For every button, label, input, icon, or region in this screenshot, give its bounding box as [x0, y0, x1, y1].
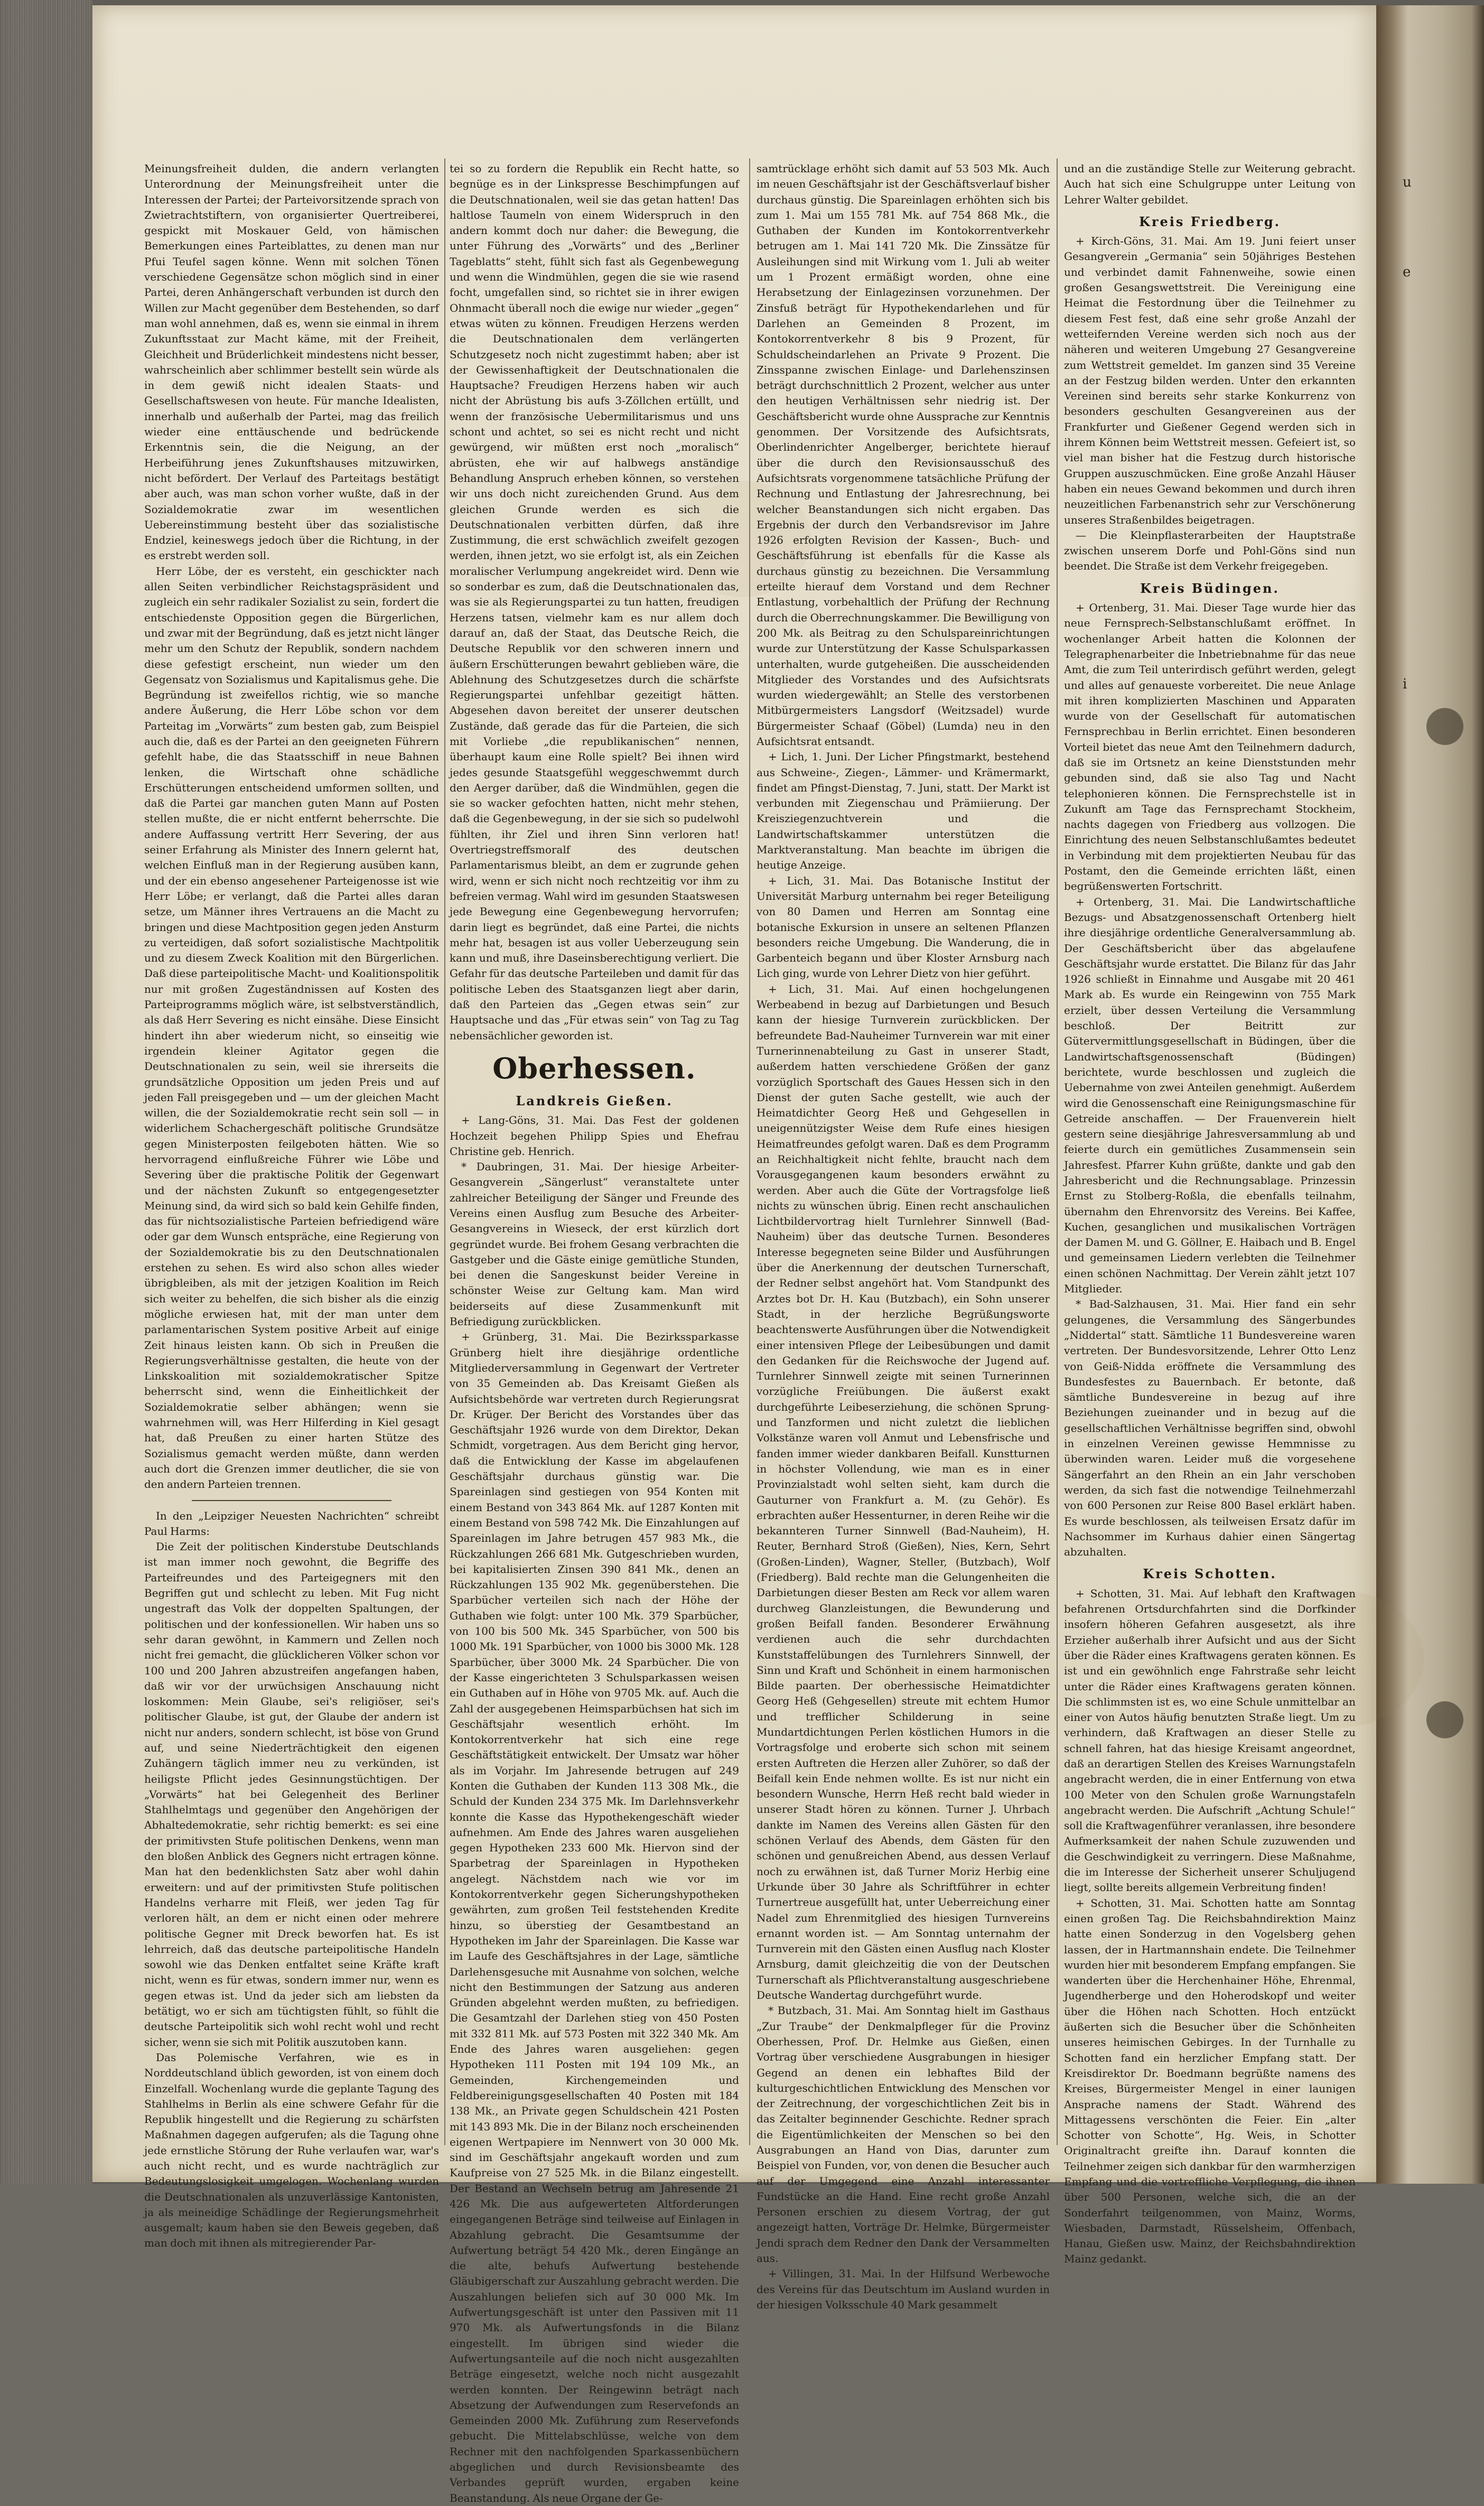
section-heading: Oberhessen. — [492, 1051, 696, 1085]
strip-mark: i — [1403, 676, 1407, 692]
news-item: + Lang-Göns, 31. Mai. Das Fest der goldenen Hochzeit begehen Philipp Spies und Ehefrau Christine geb. Henrich. — [450, 1114, 739, 1158]
article-paragraph: In den „Leipziger Neuesten Nachrichten“ schreibt Paul Harms: — [144, 1509, 439, 1538]
district-heading: Kreis Friedberg. — [1138, 213, 1281, 229]
article-paragraph: Meinungsfreiheit dulden, die andern verlangten Unterordnung der Meinungsfreiheit unter die Interessen der Partei; der Parteivorsitzende sprach von Zwietrachtstiftern, von organisierter Quertreiberei, gespickt mit Moskauer Geld, von hämischen Bemerkungen eines Parteiblattes, zu denen man nur Pfui Teufel sagen könne. Wenn mit solchen Tönen verschiedene Gegensätze schon möglich sind in einer Partei, deren Anhängerschaft verbunden ist durch den Willen zur Macht gegenüber dem Bestehenden, so darf man wohl annehmen, daß es, wenn sie einmal in ihrem Zukunftsstaat zur Macht käme, mit der Freiheit, Gleichheit und Brüderlichkeit mindestens nicht besser, wahrscheinlich aber schlimmer bestellt sein würde als in dem gewiß nicht idealen Staats- und Gesellschaftswesen von heute. Für manche Idealisten, innerhalb und außerhalb der Partei, mag das freilich wieder eine enttäuschende und bedrückende Erkenntnis sein, die die Neigung, an der Herbeiführung jenes Zukunftshauses mitzuwirken, nicht befördert. Der Verlauf des Parteitags bestätigt aber auch, was man schon vorher wußte, daß in der Sozialdemokratie zwar im wesentlichen Uebereinstimmung besteht über das sozialistische Endziel, keineswegs jedoch über die Richtung, in der es erstrebt werden soll. — [144, 162, 439, 562]
column-rule — [1057, 159, 1058, 2145]
news-item: + Ortenberg, 31. Mai. Die Landwirtschaftliche Bezugs- und Absatzgenossenschaft Ortenberg hielt ihre diesjährige ordentliche Generalversammlung ab. Der Geschäftsbericht über das abgelaufene Geschäftsjahr wurde erstattet. Die Bilanz für das Jahr 1926 schließt in Einnahme und Ausgabe mit 20 461 Mark ab. Es wurde ein Reingewinn von 755 Mark erzielt, über dessen Verteilung die Versammlung beschloß. Der Beitritt zur Gütervermittlungsgesellschaft in Büdingen, über die Landwirtschaftsgenossenschaft (Büdingen) berichtete, wurde beschlossen und zugleich die Uebernahme von zwei Anteilen genehmigt. Außerdem wird die Genossenschaft eine Reinigungsmaschine für Getreide anschaffen. — Der Frauenverein hielt gestern seine diesjährige Jahresversammlung ab und feierte durch ein gemütliches Zusammensein sein Jahresfest. Pfarrer Kuhn grüßte, dankte und gab den Jahresbericht und die Rechnungsablage. Prinzessin Ernst zu Stolberg-Roßla, die ebenfalls teilnahm, übernahm den Ehrenvorsitz des Vereins. Bei Kaffee, Kuchen, gesanglichen und musikalischen Vorträgen der Damen M. und G. Göllner, E. Haibach und B. Engel und gemeinsamen Liedern verlebten die Teilnehmer einen schönen Nachmittag. Der Verein zählt jetzt 107 Mitglieder. — [1064, 895, 1356, 1296]
news-item: + Lich, 31. Mai. Auf einen hochgelungenen Werbeabend in bezug auf Darbietungen und Besuch kann der hiesige Turnverein zurückblicken. Der befreundete Bad-Nauheimer Turnverein war mit einer Turnerinnenabteilung zu Gast in unserer Stadt, außerdem hatten verschiedene Größen der ganz vorzüglich Sportschaft des Gaues Hessen sich in den Dienst der guten Sache gestellt, wie auch der Heimatdichter Georg Heß und Gehgesellen in uneigennützigster Weise dem Rufe eines hiesigen Heimatfreundes gefolgt waren. Daß es dem Programm an Reichhaltigkeit nicht fehlte, braucht nach dem Vorausgegangenen kaum besonders erwähnt zu werden. Aber auch die Güte der Vortragsfolge ließ nichts zu wünschen übrig. Einen recht anschaulichen Lichtbildervortrag hielt Turnlehrer Sinnwell (Bad-Nauheim) über das deutsche Turnen. Besonderes Interesse begegneten seine Bilder und Ausführungen über die Anerkennung der deutschen Turnerschaft, der Redner selbst angehört hat. Vom Standpunkt des Arztes bot Dr. H. Kau (Butzbach), ein Sohn unserer Stadt, in der herzliche Begrüßungsworte beachtenswerte Ausführungen über die Notwendigkeit einer intensiven Pflege der Leibesübungen und damit den Gedanken für die Reichswoche der Jugend auf. Turnlehrer Sinnwell zeigte mit seinen Turnerinnen vorzügliche Freiübungen. Die äußerst exakt durchgeführte Leibeserziehung, die schönen Sprung- und Tanzformen und nicht zuletzt die lieblichen Volkstänze waren voll Anmut und Lebensfrische und fanden immer wieder dankbaren Beifall. Kunstturnen in höchster Vollendung, wie man es in einer Provinzialstadt wohl selten sieht, kam durch die Gauturner von Frankfurt a. M. (zu Gehör). Es erbrachten außer Hessenturner, in deren Reihe wir die bekannteren Turner Sinnwell (Bad-Nauheim), H. Reuter, Bernhard Stroß (Gießen), Nies, Kern, Sehrt (Großen-Linden), Wagner, Steller, (Butzbach), Wolf (Friedberg). Bald rechte man die Gelungenheiten die Darbietungen dieser Besten am Reck vor allem waren durchweg Glanzleistungen, die Bewunderung und großen Beifall fanden. Besonderer Erwähnung verdienen auch die sehr durchdachten Kunststaffelübungen des Turnlehrers Sinnwell, der Sinn und Kraft und Schönheit in einem harmonischen Bilde paarten. Der oberhessische Heimatdichter Georg Heß (Gehgesellen) streute mit echtem Humor und trefflicher Schilderung in seine Mundartdichtungen Perlen köstlichen Humors in die Vortragsfolge und eroberte sich schon mit seinem ersten Auftreten die Herzen aller Zuhörer, so daß der Beifall kein Ende nehmen wollte. Es ist nur nicht ein besondern Wunsche, Herrn Heß recht bald wieder in unserer Stadt hören zu können. Turner J. Uhrbach dankte im Namen des Vereins allen Gästen für den schönen Verlauf des Abends, dem Gästen für den schönen und genußreichen Abend, aus dessen Verlauf noch zu erwähnen ist, daß Turner Moriz Herbig eine Urkunde über 30 Jahre als Schriftführer in echter Turnertreue ausgefüllt hat, unter Ueberreichung einer Nadel zum Ehrenmitglied des hiesigen Turnvereins ernannt worden ist. — Am Sonntag unternahm der Turnverein mit den Gästen einen Ausflug nach Kloster Arnsburg, damit gleichzeitig die von der Deutschen Turnerschaft als Pflichtveranstaltung ausgeschriebene Deutsche Wandertag durchgeführt wurde. — [757, 982, 1050, 2002]
news-item: + Schotten, 31. Mai. Auf lebhaft den Kraftwagen befahrenen Ortsdurchfahrten sind die Dorfkinder insofern höheren Gefahren ausgesetzt, als ihre Erzieher außerhalb ihrer Aufsicht und aus der Sicht über die Räder eines Kraftwagens geraten können. Es ist und ein gewöhnlich enge Fahrstraße sehr leicht unter die Räder eines Kraftwagens geraten können. Die schlimmsten ist es, wo eine Schule unmittelbar an einer von Autos häufig benutzten Straße liegt. Um zu verhindern, daß Kraftwagen an dieser Stelle zu schnell fahren, hat das hiesige Kreisamt angeordnet, daß an derartigen Stellen des Kreises Warnungstafeln angebracht werden, die in einer Entfernung von etwa 100 Meter von den Schulen große Warnungstafeln angebracht werden. Die Aufschrift „Achtung Schule!“ soll die Kraftwagenführer veranlassen, ihre besondere Aufmerksamkeit der nahen Schule zuzuwenden und die Geschwindigkeit zu verringern. Diese Maßnahme, die im Interesse der Sicherheit unserer Schuljugend liegt, sollte bereits allgemein Verbreitung finden! — [1064, 1587, 1356, 1894]
strip-mark: e — [1403, 264, 1411, 280]
news-item: + Ortenberg, 31. Mai. Dieser Tage wurde hier das neue Fernsprech-Selbstanschlußamt eröffnet. In wochenlanger Arbeit hatten die Kolonnen der Telegraphenarbeiter die Inbetriebnahme für das neue Amt, die zum Teil unterirdisch geführt werden, gelegt und alles auf genaueste vorbereitet. Die neue Anlage mit ihren komplizierten Maschinen und Apparaten wurde von der Gesellschaft für automatischen Fernsprechbau in Berlin errichtet. Einen besonderen Vorteil bietet das neue Amt den Teilnehmern dadurch, daß sie im Ortsnetz an keine Dienststunden mehr gebunden sind, daß sie also Tag und Nacht telephonieren können. Die Fernsprechstelle ist in Zukunft am Tage das Fernsprechamt Stockheim, nachts dagegen von Friedberg aus vollzogen. Die Einrichtung des neuen Selbstanschlußamtes bedeutet in Verbindung mit dem projektierten Neubau für das Postamt, den die Gemeinde errichten läßt, einen begrüßenswerten Fortschritt. — [1064, 601, 1356, 893]
news-item: + Grünberg, 31. Mai. Die Bezirkssparkasse Grünberg hielt ihre diesjährige ordentliche Mitgliederversammlung in Gegenwart der Vertreter von 35 Gemeinden ab. Das Kreisamt Gießen als Aufsichtsbehörde war vertreten durch Regierungsrat Dr. Krüger. Der Bericht des Vorstandes über das Geschäftsjahr 1926 wurde von dem Direktor, Dekan Schmidt, vorgetragen. Aus dem Bericht ging hervor, daß die Entwicklung der Kasse im abgelaufenen Geschäftsjahr durchaus günstig war. Die Spareinlagen sind gestiegen von 954 Konten mit einem Bestand von 343 864 Mk. auf 1287 Konten mit einem Bestand von 598 742 Mk. Die Einzahlungen auf Spareinlagen im Jahre betrugen 457 983 Mk., die Rückzahlungen 266 681 Mk. Gutgeschrieben wurden, bei kapitalisierten Zinsen 390 841 Mk., denen an Rückzahlungen 135 902 Mk. gegenüberstehen. Die Sparbücher verteilen sich nach der Höhe der Guthaben wie folgt: unter 100 Mk. 379 Sparbücher, von 100 bis 500 Mk. 345 Sparbücher, von 500 bis 1000 Mk. 191 Sparbücher, von 1000 bis 3000 Mk. 128 Sparbücher, über 3000 Mk. 24 Sparbücher. Die von der Kasse eingerichteten 3 Schulsparkassen weisen ein Guthaben auf in Höhe von 9705 Mk. auf. Auch die Zahl der ausgegebenen Heimsparbüchsen hat sich im Geschäftsjahr wesentlich erhöht. Im Kontokorrentverkehr hat sich eine rege Geschäftstätigkeit entwickelt. Der Umsatz war höher als im Vorjahr. Im Jahresende betrugen auf 249 Konten die Guthaben der Kunden 113 308 Mk., die Schuld der Kunden 234 375 Mk. Im Darlehnsverkehr konnte die Kasse das Hypothekengeschäft wieder aufnehmen. Am Ende des Jahres waren ausgeliehen gegen Hypotheken 233 600 Mk. Hiervon sind der Sparbetrag der Spareinlagen in Hypotheken angelegt. Nächstdem nach wie vor im Kontokorrentverkehr gegen Sicherungshypotheken gewährten, zum großen Teil feststehenden Kredite hinzu, so überstieg der Gesamtbestand an Hypotheken im Jahr der Spareinlagen. Die Kasse war im Laufe des Geschäftsjahres in der Lage, sämtliche Darlehensgesuche mit Ausnahme von solchen, welche nicht den Bestimmungen der Satzung aus anderen Gründen abgelehnt werden mußten, zu befriedigen. Die Gesamtzahl der Darlehen stieg von 450 Posten mit 332 811 Mk. auf 573 Posten mit 322 340 Mk. Am Ende des Jahres waren ausgeliehen: gegen Hypotheken 111 Posten mit 194 109 Mk., an Gemeinden, Kirchengemeinden und Feldbereinigungsgesellschaften 40 Posten mit 184 138 Mk., an Private gegen Schuldschein 421 Posten mit 143 893 Mk. Die in der Bilanz noch erscheinenden eigenen Wertpapiere im Nennwert von 30 000 Mk. sind im Geschäftsjahr angekauft worden und zum Kaufpreise von 27 525 Mk. in die Bilanz eingestellt. Der Bestand an Wechseln betrug am Jahresende 21 426 Mk. Die aus aufgewerteten Altforderungen eingegangenen Beträge sind teilweise auf Einlagen in Abzahlung gebracht. Die Gesamtsumme der Aufwertung beträgt 54 420 Mk., deren Eingänge an die alte, behufs Aufwertung bestehende Gläubigerschaft zur Auszahlung gebracht werden. Die Auszahlungen beliefen sich auf 30 000 Mk. Im Aufwertungsgeschäft ist unter den Passiven mit 11 970 Mk. als Aufwertungsfonds in die Bilanz eingestellt. Im übrigen sind wieder die Aufwertungsanteile auf die noch nicht ausgezahlten Beträge eingesetzt, welche noch nicht ausgezahlt werden konnten. Der Reingewinn beträgt nach Absetzung der Aufwendungen zum Reservefonds an Gemeinden 2000 Mk. Zuführung zum Reservefonds gebucht. Die Mittelabschlüsse, welche von dem Rechner mit den nachfolgenden Sparkassenbüchern abgeglichen und durch Revisionsbeamte des Verbandes geprüft wurden, ergaben keine Beanstandung. Als neue Organe der Ge- — [450, 1330, 739, 2504]
news-item: + Schotten, 31. Mai. Schotten hatte am Sonntag einen großen Tag. Die Reichsbahndirektion Mainz hatte einen Sonderzug in den Vogelsberg gehen lassen, der in Hartmannshain endete. Die Teilnehmer wurden hier mit besonderem Empfang empfangen. Sie wanderten über die Herchenhainer Höhe, Ehrenmal, Jugendherberge und den Hoherodskopf und weiter über die Höhen nach Schotten. Hoch entzückt äußerten sich die Besucher über die Schönheiten unseres heimischen Gebirges. In der Turnhalle zu Schotten fand ein herzlicher Empfang statt. Der Kreisdirektor Dr. Boedmann begrüßte namens des Kreises, Bürgermeister Mengel in einer launigen Ansprache namens der Stadt. Während des Mittagessens verschönten die Feier. Ein „alter Schotter von Schotte“, Hg. Weis, in Schotter Originaltracht greifte ihn. Darauf konnten die Teilnehmer zeigen sich dankbar für den warmherzigen Empfang und die vortreffliche Verpflegung, die ihnen über 500 Personen, welche sich, die an der Sonderfahrt teilgenommen, von Mainz, Worms, Wiesbaden, Darmstadt, Rüsselsheim, Offenbach, Hanau, Gießen usw. Mainz, der Reichsbahndirektion Mainz gedankt. — [1064, 1896, 1356, 2266]
news-item: + Lich, 1. Juni. Der Licher Pfingstmarkt, bestehend aus Schweine-, Ziegen-, Lämmer- und Krämermarkt, findet am Pfingst-Dienstag, 7. Juni, statt. Der Markt ist verbunden mit Ziegenschau und Prämiierung. Der Kreisziegenzuchtverein und die Landwirtschaftskammer unterstützen die Marktveranstaltung. Man beachte im übrigen die heutige Anzeige. — [757, 750, 1050, 872]
column-rule — [444, 159, 445, 2145]
strip-mark: u — [1403, 174, 1412, 190]
news-item: samtrücklage erhöht sich damit auf 53 503 Mk. Auch im neuen Geschäftsjahr ist der Geschäftsverlauf bisher durchaus günstig. Die Spareinlagen erhöhten sich bis zum 1. Mai um 155 781 Mk. auf 754 868 Mk., die Guthaben der Kunden im Kontokorrentverkehr betrugen am 1. Mai 141 720 Mk. Die Zinssätze für Ausleihungen sind mit Wirkung vom 1. Juli ab weiter um 1 Prozent ermäßigt worden, ohne eine Herabsetzung der Einlagezinsen vorzunehmen. Der Zinsfuß beträgt für Hypothekendarlehen und für Darlehen an Gemeinden 8 Prozent, im Kontokorrentverkehr 8 bis 9 Prozent, für Schuldscheindarlehen an Private 9 Prozent. Die Zinsspanne zwischen Einlage- und Darlehenszinsen beträgt durchschnittlich 2 Prozent, welcher aus unter den heutigen Verhältnissen sehr niedrig ist. Der Geschäftsbericht wurde ohne Aussprache zur Kenntnis genommen. Der Vorsitzende des Aufsichtsrats, Oberlindenrichter Angelberger, berichtete hierauf über die durch den Revisionsausschuß des Aufsichtsrats vorgenommene tatsächliche Prüfung der Rechnung und Entlastung der Jahresrechnung, bei welcher Beanstandungen sich nicht ergaben. Das Ergebnis der durch den Verbandsrevisor im Jahre 1926 erfolgten Revision der Kassen-, Buch- und Geschäftsführung ist ebenfalls für die Kasse als durchaus günstig zu bezeichnen. Die Versammlung erteilte hierauf dem Vorstand und dem Rechner Entlastung, vorbehaltlich der Prüfung der Rechnung durch die Oberrechnungskammer. Die Bewilligung von 200 Mk. als Beitrag zu den Schulspareinrichtungen wurde zur Unterstützung der Kasse Schulsparkassen unterhalten, wurde gutgeheißen. Die ausscheidenden Mitglieder des Vorstandes und des Aufsichtsrats wurden wiedergewählt; an Stelle des verstorbenen Mitbürgermeisters Langsdorf (Weitzsadel) wurde Bürgermeister Schaaf (Göbel) (Lumda) neu in den Aufsichtsrat entsandt. — [757, 162, 1050, 748]
news-item: — Die Kleinpflasterarbeiten der Hauptstraße zwischen unserem Dorfe und Pohl-Göns sind nun beendet. Die Straße ist dem Verkehr freigegeben. — [1064, 528, 1356, 573]
news-item: * Daubringen, 31. Mai. Der hiesige Arbeiter-Gesangverein „Sängerlust“ veranstaltete unter zahlreicher Beteiligung der Sänger und Freunde des Vereins einen Ausflug zum Besuche des Arbeiter-Gesangvereins in Wieseck, der erst kürzlich dort gegründet wurde. Bei frohem Gesang verbrachten die Gastgeber und die Gäste einige gemütliche Stunden, bei denen die Sangeskunst beider Vereine in schönster Weise zur Geltung kam. Man wird beiderseits auf diese Zusammenkunft mit Befriedigung zurückblicken. — [450, 1160, 739, 1328]
district-heading: Kreis Schotten. — [1143, 1566, 1277, 1582]
left-page-edge — [0, 0, 92, 2184]
article-paragraph: Das Polemische Verfahren, wie es in Norddeutschland üblich geworden, ist von einem doch Einzelfall. Wochenlang wurde die geplante Tagung des Stahlhelms in Berlin als eine schwere Gefahr für die Republik hingestellt und die Regierung zu schärfsten Maßnahmen dagegen aufgerufen; als die Tagung ohne jede ernstliche Störung der Ruhe verlaufen war, war's auch nicht recht, und es wurde nachträglich zur Bedeutungslosigkeit umgelogen. Wochenlang wurden die Deutschnationalen als unzuverlässige Kantonisten, ja als meineidige Schädlinge der Regierungsmehrheit ausgemalt; kaum haben sie den Beweis gegeben, daß man doch mit ihnen als mitregierender Par- — [144, 2051, 439, 2250]
binding-hole — [1426, 708, 1463, 745]
column-4 — [1064, 161, 1356, 2266]
column-rule — [749, 159, 750, 2145]
district-heading: Landkreis Gießen. — [516, 1093, 673, 1108]
column-2 — [450, 161, 739, 2504]
column-3 — [757, 161, 1050, 2311]
news-item: und an die zuständige Stelle zur Weiterung gebracht. Auch hat sich eine Schulgruppe unter Leitung von Lehrer Walter gebildet. — [1064, 162, 1356, 206]
column-1 — [144, 161, 439, 2250]
article-paragraph: Die Zeit der politischen Kinderstube Deutschlands ist man immer noch gewohnt, die Begriffe des Parteifreundes und des Parteigegners mit den Begriffen gut und schlecht zu leben. Mit Fug nicht ungestraft das Volk der doppelten Spaltungen, der politischen und der konfessionellen. Wir haben uns so sehr daran gewöhnt, in Kammern und Zellen noch nicht frei gemacht, die glücklicheren Völker schon vor 100 und 200 Jahren abzustreifen angefangen haben, daß wir vor der urwüchsigen Anschauung nicht loskommen: Mein Glaube, sei's religiöser, sei's politischer Glaube, ist gut, der Glaube der andern ist nicht nur anders, sondern schlecht, ist böse von Grund auf, und seine Niederträchtigkeit den eigenen Zuhängern täglich immer neu zu verkünden, ist heiligste Pflicht jedes Gesinnungstüchtigen. Der „Vorwärts“ hat bei Gelegenheit des Berliner Stahlhelmtags und gegenüber den Angehörigen der Abhaltedemokratie, sehr richtig bemerkt: es sei eine der primitivsten Stufe politischen Denkens, wenn man den bloßen Anblick des Gegners nicht ertragen könne. Man hat den bedenklichsten Satz aber wohl dahin erweitern: und auf der primitivsten Stufe politischen Handelns verharre mit Fleiß, wer jeden Tag für verloren hält, an dem er nicht einen oder mehrere politische Gegner mit Dreck beworfen hat. Es ist lehrreich, daß das deutsche parteipolitische Handeln sowohl wie das Denken entfaltet seine Kräfte kraft nicht, wenn es für etwas, sondern immer nur, wenn es gegen etwas ist. Und da jeder sich am liebsten da betätigt, wo er sich am tüchtigsten fühlt, so fühlt die deutsche Parteipolitik sich wohl recht wohl und recht sicher, wenn sie sich mit Politik auszutoben kann. — [144, 1540, 439, 2048]
news-item: + Villingen, 31. Mai. In der Hilfsund Werbewoche des Vereins für das Deutschtum im Ausland wurden in der hiesigen Volksschule 40 Mark gesammelt — [757, 2267, 1050, 2311]
article-paragraph: tei so zu fordern die Republik ein Recht hatte, so begnüge es in der Linkspresse Beschimpfungen auf die Deutschnationalen, weil sie das getan hatten! Das haltlose Taumeln von einem Widerspruch in den andern kommt doch nur daher: die Bewegung, die unter Führung des „Vorwärts“ und des „Berliner Tageblatts“ steht, fühlt sich fast als Gegenbewegung und wenn die Windmühlen, gegen die sie wie rasend focht, umgefallen sind, so richtet sie in ihrer ewigen Ohnmacht überall noch die ewige nur wieder „gegen“ etwas wüten zu können. Freudigen Herzens werden die Deutschnationalen dem verlängerten Schutzgesetz noch nicht zugestimmt haben; aber ist der Gewissenhaftigkeit der Deutschnationalen die Hauptsache? Freudigen Herzens haben wir auch nicht der Abrüstung bis aufs 3-Zöllchen ertüllt, und wenn der französische Uebermilitarismus und uns schont und achtet, so sei es nicht recht und nicht gewürgend, wir müßten erst noch „moralisch“ abrüsten, ehe wir auf halbwegs anständige Behandlung Anspruch erheben können, so verstehen wir uns doch nicht zureichenden Grund. Aus dem gleichen Grunde werden es sich die Deutschnationalen verbitten dürfen, daß ihre Zustimmung, die erst schwächlich zweifelt gezogen werden, ihnen jetzt, wo sie erfolgt ist, als ein Zeichen moralischer Verlumpung angekreidet wird. Denn wie so sonderbar es zum, daß die Deutschnationalen das, was sie als Regierungspartei zu tun hatten, freudigen Herzens tatsen, vielmehr kam es nur allem doch darauf an, daß der Staat, das Deutsche Reich, die Deutsche Republik vor den schweren innern und äußern Erschütterungen bewahrt geblieben wäre, die Ablehnung des Schutzgesetzes durch die schärfste Regierungspartei unfehlbar gezeitigt hätten. Abgesehen davon bereitet der unserer deutschen Zustände, daß gerade das für die Parteien, die sich mit Vorliebe „die republikanischen“ nennen, überhaupt kaum eine Rolle spielt? Bei ihnen wird jedes gesunde Staatsgefühl weggeschwemmt durch den Aerger darüber, daß die Windmühlen, gegen die sie so wacker gefochten hatten, nicht mehr stehen, daß die Gegenbewegung, in der sie sich so pudelwohl fühlten, ihr Ziel und ihren Sinn verloren hat! Overtriegstreffsmoralf des deutschen Parlamentarismus bleibt, an dem er zugrunde gehen wird, wenn er sich nicht noch rechtzeitig vor ihm zu befreien vermag. Wahl wird im gesunden Staatswesen jede Bewegung eine Gegenbewegung hervorrufen; darin liegt es begründet, daß eine Partei, die nichts mehr hat, besagen ist aus voller Ueberzeugung sein kann und muß, ihre Daseinsberechtigung verliert. Die Gefahr für das deutsche Parteileben und damit für das politische Leben des Staatsganzen liegt aber darin, daß den Parteien das „Gegen etwas sein“ zur Hauptsache und das „Für etwas sein“ von Tag zu Tag nebensächlicher geworden ist. — [450, 162, 739, 1042]
news-item: * Bad-Salzhausen, 31. Mai. Hier fand ein sehr gelungenes, die Versammlung des Sängerbundes „Niddertal“ statt. Sämtliche 11 Bundesvereine waren vertreten. Der Bundesvorsitzende, Lehrer Otto Lenz von Geiß-Nidda eröffnete die Versammlung des Bundesfestes zu Bauernbach. Er betonte, daß sämtliche Bundesvereine in bezug auf ihre Beziehungen zueinander und in bezug auf die gesellschaftlichen Verhältnisse begriffen sind, obwohl in einzelnen Vereinen gewisse Hemmnisse zu überwinden waren. Leider muß die vorgesehene Sängerfahrt an den Rhein an ein Jahr verschoben werden, da sich fast die notwendige Teilnehmerzahl von 600 Personen zur Reise 800 Basel erklärt haben. Es wurde beschlossen, als teilweisen Ersatz dafür im Nachsommer im Kurhaus dahier einen Sängertag abzuhalten. — [1064, 1298, 1356, 1559]
news-item: + Kirch-Göns, 31. Mai. Am 19. Juni feiert unser Gesangverein „Germania“ sein 50jähriges Bestehen und verbindet damit Fahnenweihe, sowie einen großen Gesangswettstreit. Die Vereinigung eine Heimat die Festordnung über die Teilnehmer zu diesem Fest fest, daß eine sehr große Anzahl der wetteifernden Vereine werden sich noch aus der näheren und weiteren Umgebung 27 Gesangvereine zum Wettstreit gemeldet. Im ganzen sind 35 Vereine an der Festzug bilden werden. Unter den erkannten Vereinen sind bereits sehr starke Konkurrenz von besonders geschulten Gesangvereinen aus der Frankfurter und Gießener Gegend werden sich in ihrem Können beim Wettstreit messen. Gefeiert ist, so viel man bisher hat die Festzug durch historische Gruppen auszuschmücken. Eine große Anzahl Häuser haben ein neues Gewand bekommen und durch ihren neuzeitlichen Farbenanstrich sehr zur Verschönerung unseres Straßenbildes beigetragen. — [1064, 235, 1356, 526]
district-heading: Kreis Büdingen. — [1140, 580, 1280, 596]
right-page-strip — [1376, 5, 1484, 2184]
article-paragraph: Herr Löbe, der es versteht, ein geschickter nach allen Seiten verbindlicher Reichstagspräsident und zugleich ein sehr radikaler Sozialist zu sein, fordert die entschiedenste Opposition gegen die Bürgerlichen, und zwar mit der Begründung, daß es jetzt nicht länger mehr um den Schutz der Republik, sondern nachdem diese gefestigt erscheint, nun wieder um den Gegensatz von Sozialismus und Kapitalismus gehe. Die Begründung ist zweifellos richtig, wie so manche andere Äußerung, die Herr Löbe schon vor dem Parteitag im „Vorwärts“ zum besten gab, zum Beispiel auch die, daß es der Partei an den geeigneten Führern gefehlt habe, die das Staatsschiff in neue Bahnen lenken, die Wirtschaft ohne schädliche Erschütterungen entscheidend umformen sollten, und daß die Partei gar manchen guten Mann auf Posten stellen mußte, die er nicht entfernt beherrschte. Die andere Auffassung vertritt Herr Severing, der aus seiner Erfahrung als Minister des Innern gelernt hat, welchen Einfluß man in der Regierung ausüben kann, und der ein ebenso angesehener Parteigenosse ist wie Herr Löbe; er verlangt, daß die Partei alles daran setze, um Männer ihres Vertrauens an die Macht zu bringen und diese Machtposition gegen jeden Ansturm zu verteidigen, daß sofort sozialistische Machtpolitik und zu diesem Zweck Koalition mit den Bürgerlichen. Daß diese parteipolitische Macht- und Koalitionspolitik nur mit großen Zugeständnissen auf Kosten des Parteiprogramms möglich wäre, ist selbstverständlich, als daß Herr Severing es nicht einsähe. Diese Einsicht hindert ihn aber wiederum nicht, so einseitig wie irgendein kleiner Agitator gegen die Deutschnationalen zu sein, weil sie ihrerseits die grundsätzliche Opposition um jeden Preis und auf jeden Fall preisgegeben und — um der gleichen Macht willen, die der Sozialdemokratie recht sein soll — in widerlichem Schachergeschäft politische Grundsätze gegen Ministerposten feilgeboten hätten. Wie so hervorragend einflußreiche Führer wie Löbe und Severing über die praktische Politik der Gegenwart und der nächsten Zukunft so entgegengesetzter Meinung sind, da wird sich so bald kein Gehilfe finden, das für nichtsozialistische Parteien befriedigend wäre oder gar dem Wunsch entspräche, eine Regierung von der Sozialdemokratie bis zu den Deutschnationalen erstehen zu sehen. Es wird also schon alles wieder übrigbleiben, als mit der jetzigen Koalition im Reich sich weiter zu behelfen, die sich bisher als die einzig mögliche erwiesen hat, mit der man unter dem parlamentarischen System positive Arbeit auf einige Zeit hinaus leisten kann. Ob sich in Preußen die Regierungsverhältnisse gestalten, die heute von der Linkskoalition mit sozialdemokratischer Spitze beherrscht sind, wenn die Einheitlichkeit der Sozialdemokratie selber abhängen; wenn sie wahrnehmen will, was Herr Hilferding in Kiel gesagt hat, daß Preußen zu einer harten Stütze des Sozialismus gemacht werden müßte, dann werden auch dort die Grenzen immer deutlicher, die sie von den andern Parteien trennen. — [144, 564, 439, 1491]
news-item: * Butzbach, 31. Mai. Am Sonntag hielt im Gasthaus „Zur Traube“ der Denkmalpfleger für die Provinz Oberhessen, Prof. Dr. Helmke aus Gießen, einen Vortrag über verschiedene Ausgrabungen in hiesiger Gegend an denen ein lebhaftes Bild der kulturgeschichtlichen Entwicklung des Menschen vor der Zeitrechnung, der vorgeschichtlichen Zeit bis in das Zeitalter beginnender Geschichte. Redner sprach die Eigentümlichkeiten der Menschen so bei den Ausgrabungen an Hand von Dias, darunter zum Beispiel von Funden, vor, von denen die Besucher auch auf der Umgegend eine Anzahl interessanter Fundstücke an die Hand. Eine recht große Anzahl Personen erschien zu diesem Vortrag, der gut angezeigt hatten, Vorträge Dr. Helmke, Bürgermeister Jendi sprach dem Redner den Dank der Versammelten aus. — [757, 2004, 1050, 2265]
section-divider — [192, 1500, 391, 1501]
binding-hole — [1426, 1701, 1463, 1738]
news-item: + Lich, 31. Mai. Das Botanische Institut der Universität Marburg unternahm bei reger Beteiligung von 80 Damen und Herren am Sonntag eine botanische Exkursion in unsere an seltenen Pflanzen besonders reiche Umgebung. Die Wanderung, die in Garbenteich begann und über Kloster Arnsburg nach Lich ging, wurde von Lehrer Dietz von hier geführt. — [757, 874, 1050, 980]
